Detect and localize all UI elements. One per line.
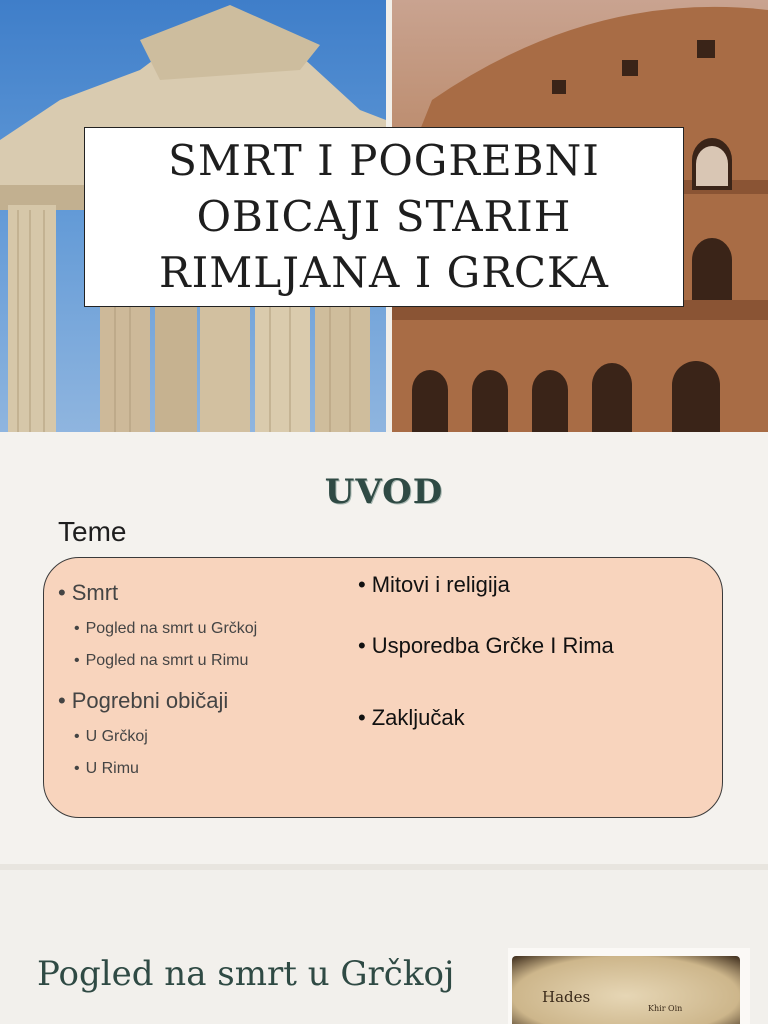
subtopic-item — [74, 620, 257, 638]
subtopic-item — [74, 652, 248, 670]
bullet-icon: • — [358, 633, 366, 658]
bullet-icon: • — [74, 652, 80, 669]
topic-item — [358, 572, 510, 598]
bullet-icon: • — [58, 580, 66, 605]
topics-panel — [43, 557, 723, 818]
subtopic-label: Pogled na smrt u Grčkoj — [85, 620, 258, 637]
bullet-icon: • — [74, 760, 80, 777]
topic-label: Pogrebni običaji — [71, 688, 229, 713]
subtopic-label: Pogled na smrt u Rimu — [85, 652, 249, 669]
topic-label: Zaključak — [371, 705, 465, 730]
topic-label: Usporedba Grčke I Rima — [371, 633, 614, 658]
topic-item — [358, 633, 614, 659]
bullet-icon: • — [58, 688, 66, 713]
greek-death-slide — [0, 864, 768, 1024]
bullet-icon: • — [74, 620, 80, 637]
map-parchment — [512, 956, 740, 1024]
presentation-title: SMRT I POGREBNI OBICAJI STARIH RIMLJANA I GRCKA — [159, 136, 609, 297]
bullet-icon: • — [74, 728, 80, 745]
topic-item — [58, 688, 228, 714]
slide-title: Pogled na smrt u Grčkoj — [37, 954, 455, 994]
topic-item — [358, 705, 465, 731]
slide-subheading: Teme — [58, 516, 127, 547]
map-sublabel: Khir Oin — [648, 1004, 683, 1013]
slide-heading: UVOD — [324, 472, 444, 512]
subtopic-item — [74, 760, 139, 778]
subtopic-label: U Grčkoj — [85, 728, 148, 745]
subtopic-item — [74, 728, 148, 746]
topic-label: Mitovi i religija — [371, 572, 510, 597]
title-box — [84, 127, 684, 307]
subtopic-label: U Rimu — [85, 760, 139, 777]
topic-label: Smrt — [71, 580, 119, 605]
title-slide — [0, 0, 768, 432]
topic-item — [58, 580, 118, 606]
bullet-icon: • — [358, 572, 366, 597]
hades-map-image — [508, 948, 750, 1024]
contents-slide — [0, 432, 768, 864]
map-label: Hades — [542, 988, 591, 1006]
bullet-icon: • — [358, 705, 366, 730]
